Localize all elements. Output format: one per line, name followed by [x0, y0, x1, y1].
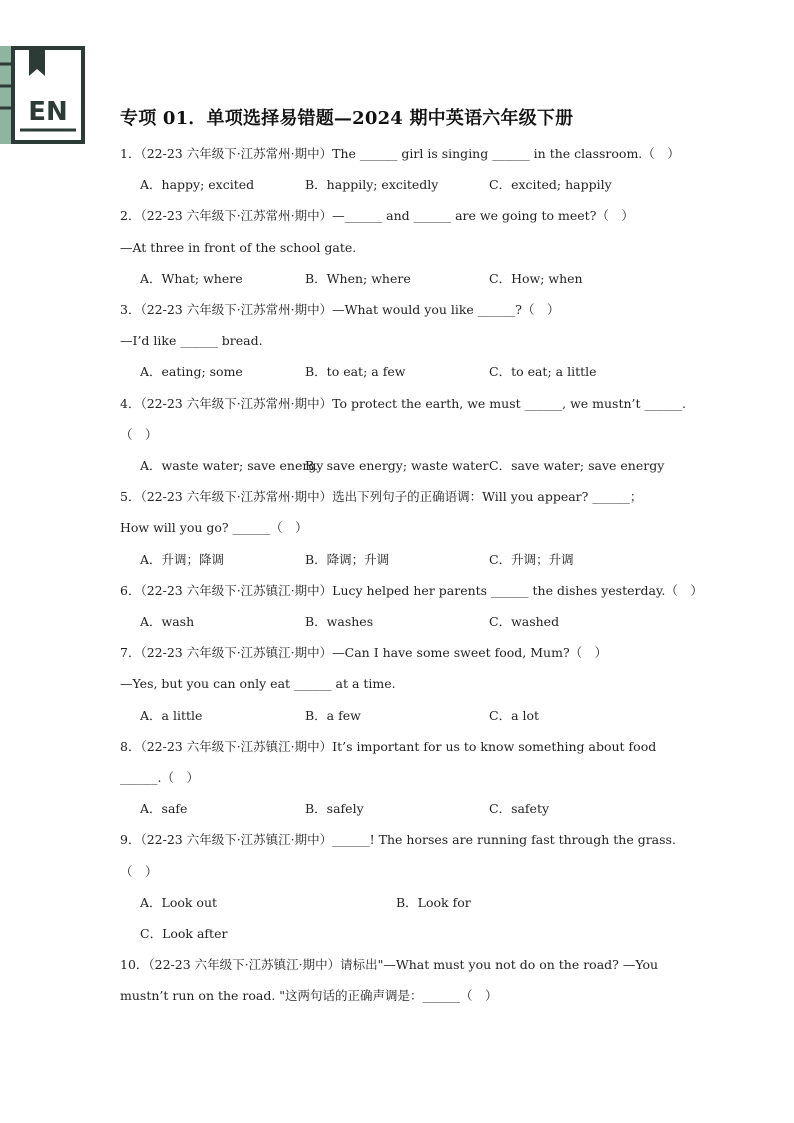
option-a[interactable]: A．Look out — [140, 894, 218, 910]
en-book-logo — [0, 46, 86, 144]
question-stem: 8．（22-23 六年级下·江苏镇江·期中）It’s important for us to know something about food — [120, 738, 657, 754]
option-a[interactable]: A．happy; excited — [140, 177, 255, 193]
option-c[interactable]: C．washed — [489, 614, 560, 629]
option-a[interactable]: A．What; where — [140, 270, 243, 286]
question-stem-continued: （ ） — [120, 426, 158, 442]
question-stem-continued: —I’d like ______ bread. — [120, 333, 263, 349]
question-stem: 9．（22-23 六年级下·江苏镇江·期中）______! The horses are running fast through the grass. — [120, 832, 676, 848]
option-a[interactable]: A．eating; some — [140, 364, 243, 380]
option-c[interactable]: C．a lot — [489, 707, 540, 723]
option-b[interactable]: B．happily; excitedly — [305, 177, 439, 193]
question-stem: 7．（22-23 六年级下·江苏镇江·期中）—Can I have some sweet food, Mum?（ ） — [120, 645, 608, 661]
question-stem-continued: （ ） — [120, 863, 158, 879]
option-c[interactable]: C．excited; happily — [489, 177, 612, 193]
option-c[interactable]: C．save water; save energy — [489, 458, 665, 473]
question-stem-continued: mustn’t run on the road. "这两句话的正确声调是：______（ ） — [120, 988, 498, 1004]
question-stem-continued: ______.（ ） — [120, 770, 199, 785]
option-b[interactable]: B．to eat; a few — [305, 364, 406, 380]
option-b[interactable]: B．降调；升调 — [305, 551, 390, 567]
question-stem-continued: —Yes, but you can only eat ______ at a time. — [120, 676, 396, 692]
page-title: 专项 01．单项选择易错题—2024 期中英语六年级下册 — [120, 108, 574, 129]
option-b[interactable]: B．Look for — [396, 894, 471, 910]
option-a[interactable]: A．wash — [140, 614, 195, 629]
option-b[interactable]: B．a few — [305, 707, 361, 723]
question-stem: 3．（22-23 六年级下·江苏常州·期中）—What would you like ______?（ ） — [120, 302, 560, 317]
question-stem: 2．（22-23 六年级下·江苏常州·期中）—______ and ______ are we going to meet?（ ） — [120, 208, 634, 224]
option-a[interactable]: A．a little — [140, 707, 203, 723]
option-b[interactable]: B．safely — [305, 801, 364, 817]
svg-text:EN: EN — [28, 97, 68, 127]
question-stem: 4．（22-23 六年级下·江苏常州·期中）To protect the earth, we must ______, we mustn’t ______. — [120, 395, 686, 411]
option-c[interactable]: C．to eat; a little — [489, 364, 597, 380]
option-a[interactable]: A．waste water; save energy — [140, 458, 324, 473]
option-a[interactable]: A．升调；降调 — [140, 551, 225, 567]
option-c[interactable]: C．How; when — [489, 270, 583, 286]
question-stem-continued: —At three in front of the school gate. — [120, 239, 357, 255]
question-stem-continued: How will you go? ______（ ） — [120, 520, 308, 536]
question-stem: 1．（22-23 六年级下·江苏常州·期中）The ______ girl is singing ______ in the classroom.（ ） — [120, 146, 680, 161]
option-c[interactable]: C．Look after — [140, 926, 228, 941]
option-b[interactable]: B．washes — [305, 614, 374, 629]
question-stem: 6．（22-23 六年级下·江苏镇江·期中）Lucy helped her parents ______ the dishes yesterday.（ ） — [120, 582, 703, 598]
question-stem: 10．（22-23 六年级下·江苏镇江·期中）请标出"—What must you not do on the road? —You — [120, 957, 659, 973]
question-stem: 5．（22-23 六年级下·江苏常州·期中）选出下列句子的正确语调：Will you appear? ______； — [120, 489, 643, 505]
option-b[interactable]: B．save energy; waste water — [305, 458, 489, 473]
option-c[interactable]: C．升调；升调 — [489, 551, 574, 567]
option-b[interactable]: B．When; where — [305, 270, 411, 286]
option-c[interactable]: C．safety — [489, 801, 550, 817]
option-a[interactable]: A．safe — [140, 801, 188, 817]
